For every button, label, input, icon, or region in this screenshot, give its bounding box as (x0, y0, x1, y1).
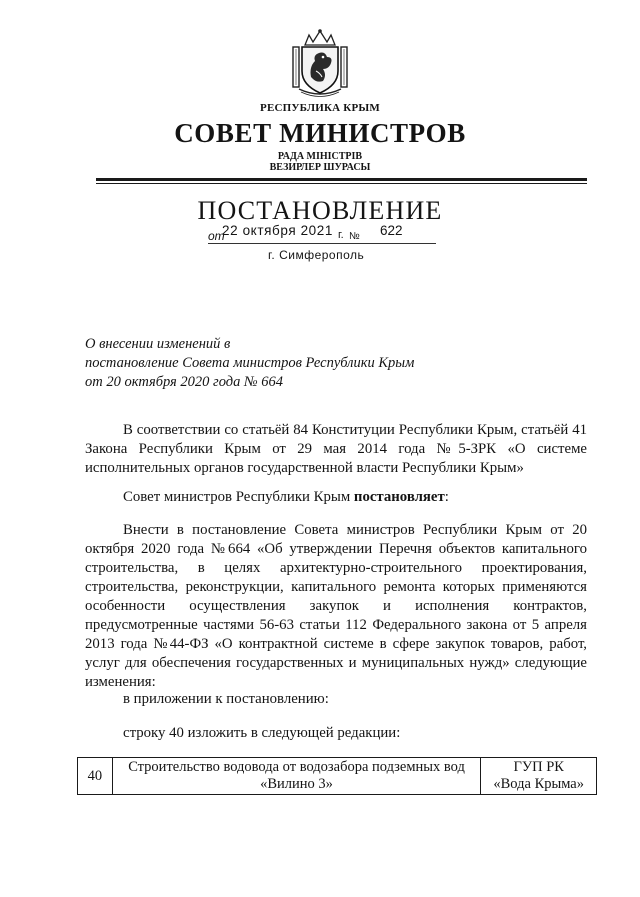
row-instruction-paragraph: строку 40 изложить в следующей редакции: (123, 725, 401, 741)
decree-city: г. Симферополь (268, 248, 365, 262)
row-number-cell: 40 (78, 758, 113, 795)
decree-title: ПОСТАНОВЛЕНИЕ (197, 196, 443, 225)
subject-line: от 20 октября 2020 года № 664 (85, 374, 284, 390)
appendix-paragraph: в приложении к постановлению: (123, 691, 329, 707)
resolution-colon: : (444, 489, 449, 505)
object-name-line: «Вилино 3» (260, 776, 333, 792)
council-title-ukrainian: РАДА МІНІСТРІВ (277, 151, 363, 162)
amendment-table (77, 757, 597, 795)
object-name-cell (112, 758, 481, 795)
crimea-coat-of-arms-icon (289, 27, 351, 97)
subject-line: постановление Совета министров Республики Крым (85, 355, 415, 371)
organization-line: «Вода Крыма» (493, 776, 584, 792)
header-divider-thin (96, 183, 587, 184)
organization-line: ГУП РК (513, 759, 564, 775)
resolution-text: Совет министров Республики Крым (123, 489, 354, 505)
decree-date-line (208, 223, 436, 245)
council-title: СОВЕТ МИНИСТРОВ (174, 118, 466, 148)
republic-title: РЕСПУБЛИКА КРЫМ (260, 102, 380, 114)
year-suffix: г. (338, 229, 344, 241)
table-row (78, 758, 597, 795)
resolution-verb: постановляет (353, 489, 445, 505)
header-divider-thick (96, 178, 587, 181)
resolution-paragraph (85, 488, 587, 507)
amendment-paragraph: Внести в постановление Совета министров Республики Крым от 20 октября 2020 года №664 «Об утверждении Перечня объектов капитального строительства, в целях архитектурно-строительного проектирования, строительства, реконструкции, капитального ремонта которых применяются особенности осуществления закупок и исполнения контрактов, предусмотренные частями 56-63 статьи 112 Федерального закона от 5 апреля 2013 года №44-ФЗ «О контрактной системе в сфере закупок товаров, работ, услуг для обеспечения государственных и муниципальных нужд» следующие изменения: (85, 522, 587, 690)
preamble-paragraph: В соответствии со статьёй 84 Конституции Республики Крым, статьёй 41 Закона Республики Крым от 29 мая 2014 года №5-ЗРК «О системе исполнительных органов государственной власти Республики Крым» (85, 422, 587, 476)
subject-line: О внесении изменений в (85, 336, 231, 352)
object-name-line: Строительство водовода от водозабора подземных вод (128, 759, 465, 775)
organization-cell (481, 758, 597, 795)
decree-date: 22 октября 2021 (222, 223, 334, 238)
decree-subject (85, 335, 414, 392)
date-prefix: от (208, 229, 225, 243)
date-underline (208, 243, 436, 244)
council-title-crimean-tatar: ВЕЗИРЛЕР ШУРАСЫ (269, 162, 371, 173)
decree-number: 622 (380, 223, 403, 238)
number-label: № (349, 231, 360, 242)
